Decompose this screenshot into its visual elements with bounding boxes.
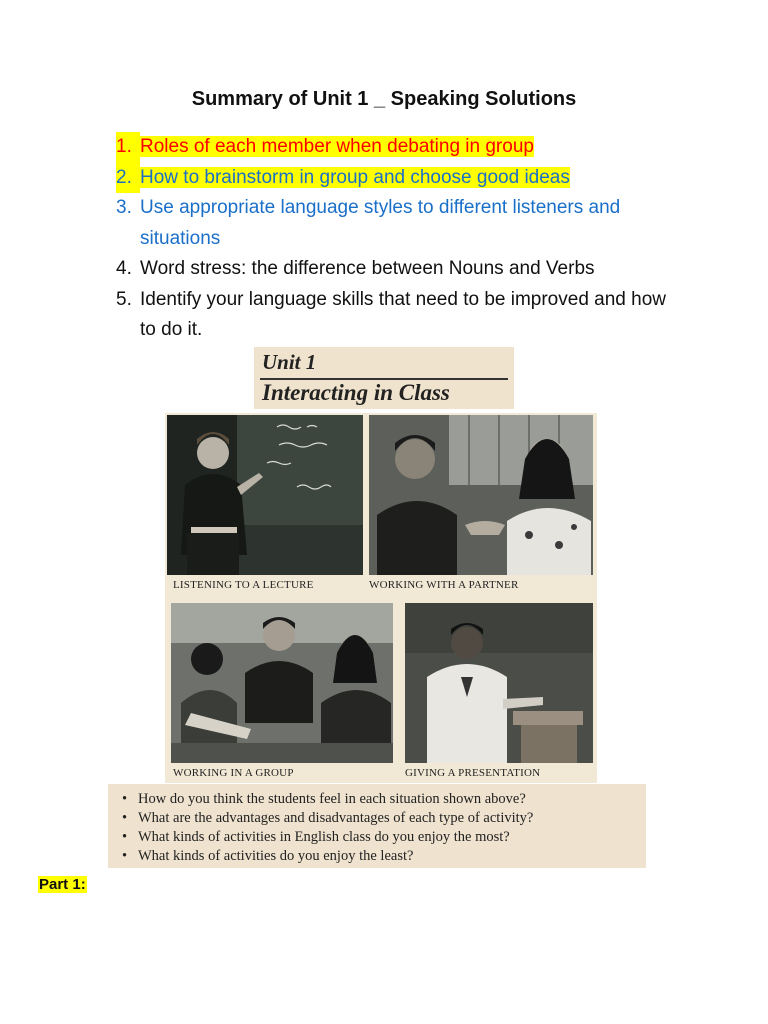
question-item: • How do you think the students feel in each situation shown above?: [138, 790, 646, 809]
photo-presentation: [405, 603, 593, 763]
photo-collage: [165, 413, 597, 783]
caption-presentation: GIVING A PRESENTATION: [405, 767, 541, 779]
summary-item-text: Identify your language skills that need to be improved and how to do it.: [140, 288, 666, 340]
question-item: • What are the advantages and disadvantages of each type of activity?: [138, 809, 646, 828]
summary-item-number: 4.: [116, 258, 132, 279]
photo-group: [171, 603, 393, 763]
caption-lecture: LISTENING TO A LECTURE: [173, 579, 314, 591]
summary-item-1: [116, 132, 676, 163]
summary-item-text: How to brainstorm in group and choose good ideas: [140, 166, 570, 188]
summary-item-text: Roles of each member when debating in group: [140, 136, 534, 157]
discussion-questions: [108, 784, 646, 868]
question-item: • What kinds of activities in English class do you enjoy the most?: [138, 828, 646, 847]
unit-number: Unit 1: [262, 350, 317, 374]
summary-item-2: [116, 163, 676, 194]
document-title: Summary of Unit 1 _ Speaking Solutions: [191, 88, 577, 110]
summary-item-number: 2.: [116, 163, 140, 194]
part-label: Part 1:: [39, 876, 86, 893]
caption-group: WORKING IN A GROUP: [173, 767, 294, 779]
summary-item-text: Word stress: the difference between Nouns and Verbs: [140, 258, 595, 279]
summary-item-4: [116, 254, 676, 285]
unit-header-scan: [254, 347, 514, 409]
photo-lecture: [167, 415, 363, 575]
summary-item-number: 3.: [116, 197, 132, 218]
summary-list: [116, 132, 676, 346]
summary-item-number: 1.: [116, 132, 140, 163]
summary-item-text: Use appropriate language styles to different listeners and situations: [140, 197, 621, 249]
summary-item-5: [116, 285, 676, 346]
summary-item-3: [116, 193, 676, 254]
caption-partner: WORKING WITH A PARTNER: [369, 579, 519, 591]
unit-heading: Interacting in Class: [262, 380, 450, 405]
question-item: • What kinds of activities do you enjoy the least?: [138, 847, 646, 866]
photo-partner: [369, 415, 593, 575]
summary-item-number: 5.: [116, 288, 132, 310]
